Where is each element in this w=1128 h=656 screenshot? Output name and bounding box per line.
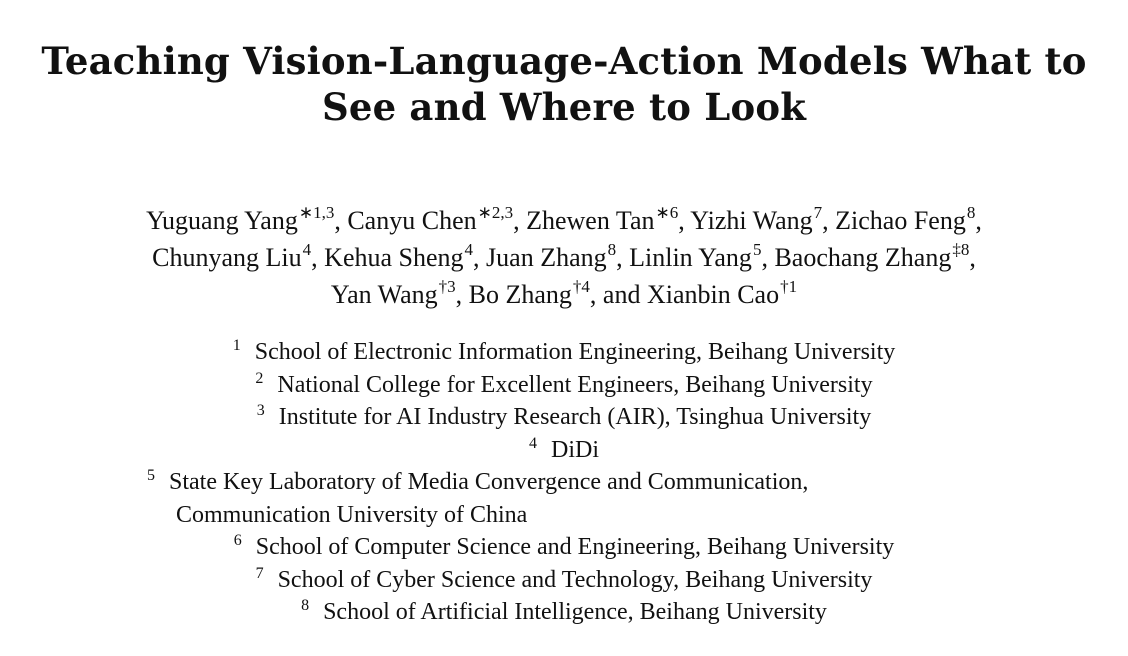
author xyxy=(468,277,603,309)
author-separator: , xyxy=(455,280,469,309)
affiliation xyxy=(0,401,1128,434)
author xyxy=(324,240,487,272)
affiliation-number: 3 xyxy=(256,402,265,419)
affiliation-text: School of Computer Science and Engineering, Beihang University xyxy=(255,534,895,560)
author-affiliation-marker: 4 xyxy=(302,240,312,259)
affiliation-continuation: Communication University of China xyxy=(176,501,528,528)
affiliation-number: 4 xyxy=(529,434,537,452)
author-separator: , xyxy=(589,280,603,309)
title-line-1: Teaching Vision-Language-Action Models What to xyxy=(41,39,1087,83)
author-affiliation-marker: †1 xyxy=(780,277,798,296)
author xyxy=(146,203,348,235)
author-name: Kehua Sheng xyxy=(324,243,464,272)
author xyxy=(774,240,976,272)
affiliation-text: Institute for AI Industry Research (AIR), Tsinghua University xyxy=(278,404,872,430)
affiliation-number: 1 xyxy=(232,337,241,354)
author-name: Zichao Feng xyxy=(835,206,966,235)
affiliation-number: 6 xyxy=(233,532,242,549)
author-separator: , xyxy=(334,206,348,235)
author-separator: , xyxy=(513,206,527,235)
author xyxy=(152,240,325,272)
author xyxy=(347,203,527,235)
author-affiliation-marker: ‡8 xyxy=(952,240,970,259)
author-separator: , xyxy=(975,206,982,235)
author-separator: , xyxy=(311,243,325,272)
affiliation-number: 2 xyxy=(255,369,264,387)
author-separator: , xyxy=(473,243,487,272)
author-name: Juan Zhang xyxy=(486,243,607,272)
paper-title xyxy=(0,38,1128,130)
affiliation xyxy=(0,466,1128,499)
author xyxy=(602,277,798,309)
author-separator: , xyxy=(616,243,630,272)
author xyxy=(690,203,836,235)
author-name: and Xianbin Cao xyxy=(602,280,780,309)
author-affiliation-marker: 7 xyxy=(813,203,823,222)
author-affiliation-marker: ∗1,3 xyxy=(298,203,335,222)
author xyxy=(835,203,982,235)
affiliation xyxy=(0,531,1128,564)
title-line-2: See and Where to Look xyxy=(321,85,807,129)
author xyxy=(526,203,691,235)
affiliation xyxy=(0,596,1128,629)
author-name: Bo Zhang xyxy=(468,280,572,309)
author-separator: , xyxy=(678,206,691,235)
affiliation xyxy=(0,564,1128,597)
author-separator: , xyxy=(761,243,775,272)
author-separator: , xyxy=(822,206,836,235)
author-name: Yuguang Yang xyxy=(146,206,298,235)
author-affiliation-marker: 5 xyxy=(752,240,762,259)
author-name: Canyu Chen xyxy=(347,206,477,235)
affiliation-text: School of Electronic Information Engineering, Beihang University xyxy=(254,339,896,365)
author-affiliation-marker: ∗6 xyxy=(655,203,679,222)
author-affiliation-marker: †4 xyxy=(572,277,590,296)
author-line xyxy=(0,202,1128,239)
author-name: Chunyang Liu xyxy=(152,243,302,272)
affiliation-text: School of Cyber Science and Technology, Beihang University xyxy=(277,566,873,593)
affiliation-text: DiDi xyxy=(551,436,599,463)
author-separator: , xyxy=(969,243,976,272)
author-name: Zhewen Tan xyxy=(526,206,655,235)
author xyxy=(629,240,775,272)
author-name: Yan Wang xyxy=(330,280,438,309)
author-affiliation-marker: †3 xyxy=(438,277,456,296)
affiliation-list xyxy=(0,336,1128,629)
author-affiliation-marker: 8 xyxy=(607,240,617,259)
affiliation-number: 8 xyxy=(301,597,310,614)
author-name: Linlin Yang xyxy=(629,243,752,272)
affiliation xyxy=(0,434,1128,467)
author-affiliation-marker: ∗2,3 xyxy=(477,203,514,222)
affiliation-text: National College for Excellent Engineers, Beihang University xyxy=(277,371,873,398)
author-affiliation-marker: 4 xyxy=(464,240,474,259)
affiliation-number: 5 xyxy=(147,467,155,484)
author-name: Baochang Zhang xyxy=(774,243,952,272)
author xyxy=(330,277,469,309)
author-list xyxy=(0,202,1128,313)
author-line xyxy=(0,276,1128,313)
affiliation-number: 7 xyxy=(255,564,264,582)
affiliation-text: School of Artificial Intelligence, Beihang University xyxy=(323,599,827,625)
affiliation xyxy=(0,369,1128,402)
author-name: Yizhi Wang xyxy=(690,206,813,235)
affiliation-text: State Key Laboratory of Media Convergence and Communication, xyxy=(169,469,809,495)
affiliation xyxy=(0,336,1128,369)
author xyxy=(486,240,630,272)
author-affiliation-marker: 8 xyxy=(966,203,976,222)
author-line xyxy=(0,239,1128,276)
